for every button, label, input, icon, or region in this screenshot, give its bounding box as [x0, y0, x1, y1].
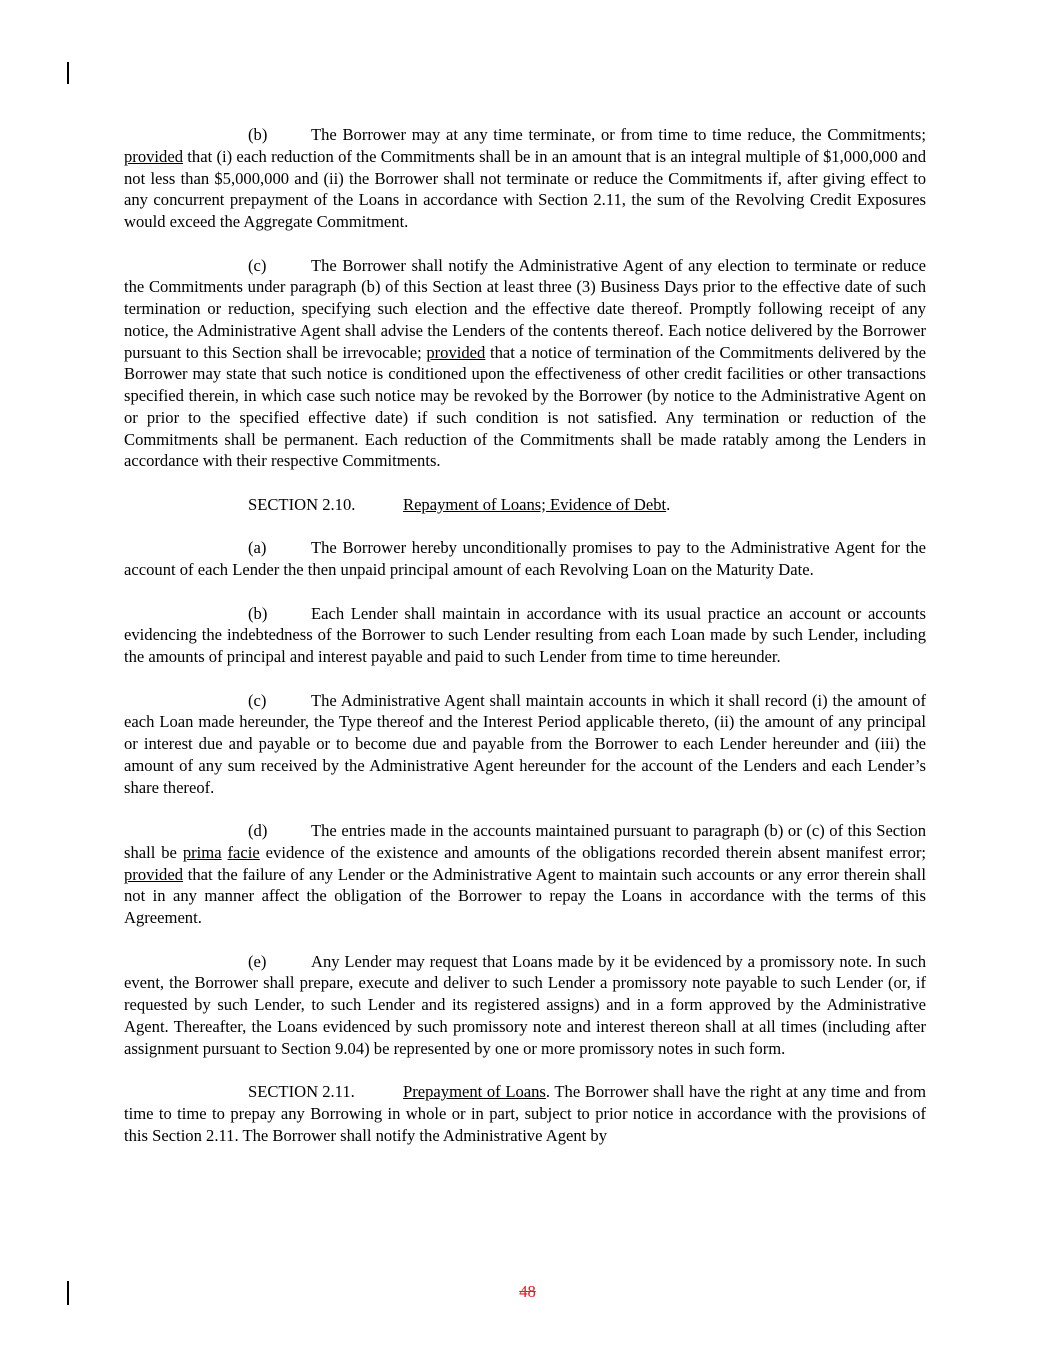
paragraph-label: (c)	[248, 690, 267, 710]
paragraph-text: The Administrative Agent shall maintain accounts in which it shall record (i) the amount of each Loan made hereunder, the Type thereof and the Interest Period applicable thereto, (ii) the amount of any principal or interest due and payable or to become due and payable from the Borrower to each Lender hereunder and (iii) the amount of any sum received by the Administrative Agent hereunder for the account of the Lenders and each Lender’s share thereof.	[124, 690, 926, 797]
section-title-end: .	[666, 494, 671, 514]
page-number: 48	[519, 1282, 536, 1301]
paragraph-text: Each Lender shall maintain in accordance with its usual practice an account or accounts evidencing the indebtedness of the Borrower to such Lender resulting from each Loan made by such Lender, including the amounts of principal and interest payable and paid to such Lender from time to time hereunder.	[124, 603, 926, 666]
prima-term: prima	[182, 842, 222, 862]
paragraph-text: The entries made in the accounts maintained pursuant to paragraph (b) or (c) of this Section shall be	[124, 821, 926, 862]
paragraph-text: that the failure of any Lender or the Administrative Agent to maintain such accounts or any error therein shall not in any manner affect the obligation of the Borrower to repay the Loans in accordance with the terms of this Agreement.	[124, 864, 926, 927]
change-bar-top	[67, 62, 69, 84]
section-title: Prepayment of Loans	[403, 1082, 546, 1101]
paragraph-text: that a notice of termination of the Commitments delivered by the Borrower may state that such notice is conditioned upon the effectiveness of other credit facilities or other transactions specified therein, in which case such notice may be revoked by the Borrower (by notice to the Administrative Agent on or prior to the specified effective date) if such condition is not satisfied. Any termination or reduction of the Commitments shall be permanent. Each reduction of the Commitments shall be made ratably among the Lenders in accordance with their respective Commitments.	[124, 342, 926, 471]
paragraph-label: (b)	[248, 603, 268, 623]
section-heading-2-10	[124, 494, 926, 516]
section-number: SECTION 2.11.	[248, 1082, 355, 1101]
paragraph-2-10-a	[124, 537, 926, 581]
paragraph-2-10-c	[124, 690, 926, 799]
paragraph-2-10-e	[124, 951, 926, 1060]
provided-term: provided	[426, 342, 486, 362]
provided-term: provided	[124, 146, 183, 166]
paragraph-text: . The Borrower shall have the right at any time and from time to time to prepay any Borrowing in whole or in part, subject to prior notice in accordance with the provisions of this Section 2.11. The Borrower shall notify the Administrative Agent by	[124, 1082, 926, 1145]
section-title: Repayment of Loans; Evidence of Debt	[403, 494, 667, 514]
paragraph-label: (c)	[248, 255, 267, 275]
paragraph-label: (e)	[248, 951, 267, 971]
paragraph-text: Any Lender may request that Loans made by it be evidenced by a promissory note. In such event, the Borrower shall prepare, execute and deliver to such Lender a promissory note payable to such Lender (or, if requested by such Lender, to such Lender and its registered assigns) and in a form approved by the Administrative Agent. Thereafter, the Loans evidenced by such promissory note and interest thereon shall at all times (including after assignment pursuant to Section 9.04) be represented by one or more promissory notes in such form.	[124, 951, 926, 1058]
paragraph-text: The Borrower may at any time terminate, or from time to time reduce, the Commitments;	[311, 125, 926, 144]
paragraph-2-09-c	[124, 255, 926, 473]
paragraph-label: (d)	[248, 821, 268, 840]
facie-term: facie	[227, 842, 260, 862]
paragraph-2-09-b	[124, 124, 926, 233]
paragraph-2-10-d	[124, 820, 926, 929]
paragraph-text: The Borrower hereby unconditionally promises to pay to the Administrative Agent for the account of each Lender the then unpaid principal amount of each Revolving Loan on the Maturity Date.	[124, 538, 926, 579]
section-2-11	[124, 1081, 926, 1146]
paragraph-2-10-b	[124, 603, 926, 668]
paragraph-text: that (i) each reduction of the Commitments shall be in an amount that is an integral multiple of $1,000,000 and not less than $5,000,000 and (ii) the Borrower shall not terminate or reduce the Commitments if, after giving effect to any concurrent prepayment of the Loans in accordance with Section 2.11, the sum of the Revolving Credit Exposures would exceed the Aggregate Commitment.	[124, 146, 926, 231]
document-body	[124, 124, 926, 1146]
paragraph-text: evidence of the existence and amounts of the obligations recorded therein absent manifest error;	[259, 842, 926, 862]
paragraph-label: (a)	[248, 538, 267, 558]
paragraph-text: The Borrower shall notify the Administrative Agent of any election to terminate or reduce the Commitments under paragraph (b) of this Section at least three (3) Business Days prior to the effective date of such termination or reduction, specifying such election and the effective date thereof. Promptly following receipt of any notice, the Administrative Agent shall advise the Lenders of the contents thereof. Each notice delivered by the Borrower pursuant to this Section shall be irrevocable;	[124, 255, 926, 362]
section-number: SECTION 2.10.	[248, 494, 356, 514]
paragraph-label: (b)	[248, 125, 268, 144]
provided-term: provided	[124, 864, 183, 884]
